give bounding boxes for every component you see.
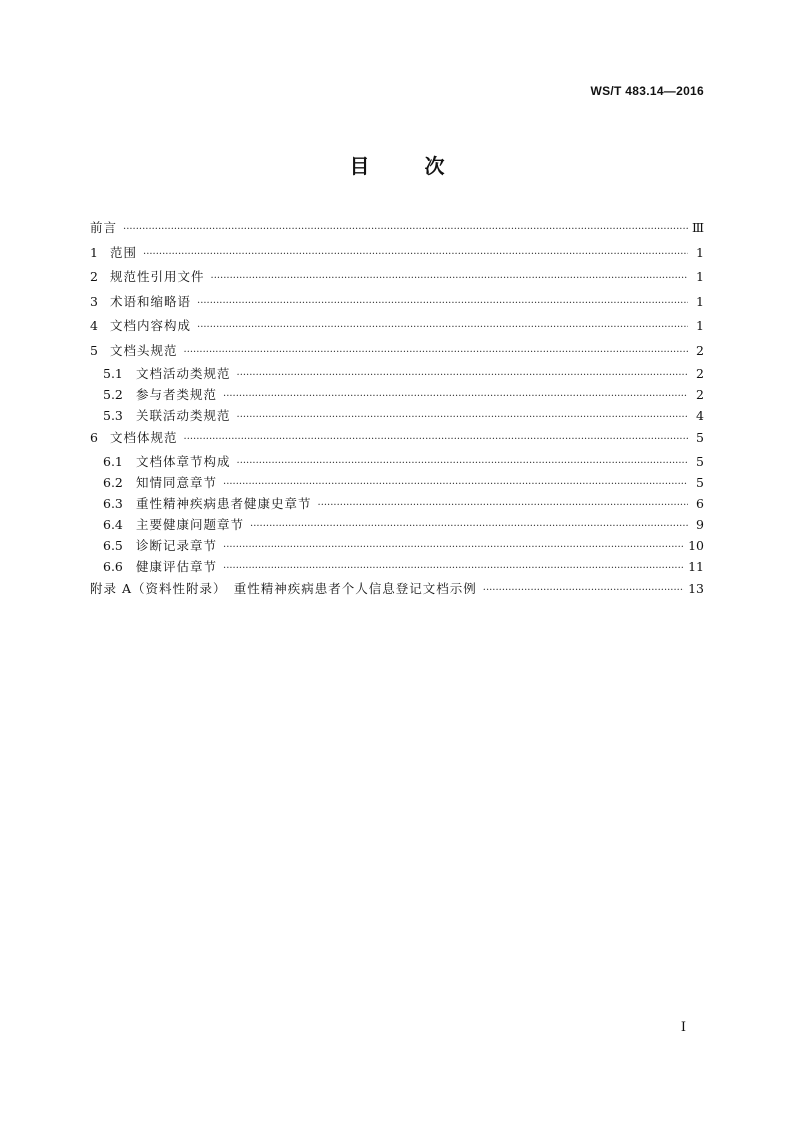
toc-entry-label: 文档体规范 bbox=[110, 430, 178, 445]
toc-entry-page: 9 bbox=[696, 516, 704, 532]
toc-entry-page: 5 bbox=[696, 453, 704, 469]
toc-entry-5-2[interactable] bbox=[90, 384, 704, 405]
toc-entry-6-3[interactable] bbox=[90, 493, 704, 514]
toc-leader bbox=[197, 292, 688, 317]
toc-entry-page: Ⅲ bbox=[691, 220, 704, 235]
toc-entry-page: 2 bbox=[696, 342, 704, 358]
toc-entry-6-4[interactable] bbox=[90, 514, 704, 535]
toc-entry-6[interactable] bbox=[90, 426, 704, 451]
toc-entry-label: 文档活动类规范 bbox=[136, 366, 231, 381]
toc-entry-number: 5 bbox=[90, 342, 98, 358]
toc-entry-label: 附录 A（资料性附录） 重性精神疾病患者个人信息登记文档示例 bbox=[90, 580, 477, 596]
toc-entry-number: 3 bbox=[90, 293, 98, 309]
toc-entry-label: 重性精神疾病患者健康史章节 bbox=[136, 495, 312, 511]
toc-entry-label: 主要健康问题章节 bbox=[136, 516, 245, 532]
toc-title-char: 次 bbox=[424, 154, 445, 178]
toc-entry-label: 文档头规范 bbox=[110, 342, 178, 358]
toc-leader bbox=[143, 243, 688, 268]
toc-entry-page: 2 bbox=[696, 366, 704, 381]
toc-leader bbox=[184, 428, 688, 453]
toc-entry-2[interactable] bbox=[90, 265, 704, 290]
toc-leader bbox=[237, 453, 688, 474]
toc-entry-foreword[interactable] bbox=[90, 216, 704, 241]
page-number: I bbox=[680, 1020, 686, 1035]
toc-entry-6-6[interactable] bbox=[90, 556, 704, 577]
toc-entry-1[interactable] bbox=[90, 241, 704, 266]
toc-entry-number: 5.2 bbox=[103, 387, 123, 402]
toc-entry-label: 术语和缩略语 bbox=[110, 293, 192, 309]
toc-entry-label: 知情同意章节 bbox=[136, 474, 218, 490]
toc-entry-number: 6.4 bbox=[103, 516, 123, 532]
toc-entry-number: 2 bbox=[90, 269, 98, 284]
toc-title-char: 目 bbox=[349, 154, 370, 178]
toc-leader bbox=[223, 537, 684, 558]
toc-entry-4[interactable] bbox=[90, 314, 704, 339]
toc-entry-number: 6.3 bbox=[103, 495, 123, 511]
toc-leader bbox=[197, 316, 688, 341]
toc-entry-6-5[interactable] bbox=[90, 535, 704, 556]
toc-leader bbox=[223, 474, 688, 495]
toc-leader bbox=[123, 218, 688, 243]
toc-entry-label: 范围 bbox=[110, 244, 138, 260]
toc-leader bbox=[318, 495, 688, 516]
toc-leader bbox=[184, 341, 688, 366]
toc-leader bbox=[211, 267, 688, 292]
toc-entry-5-3[interactable] bbox=[90, 405, 704, 426]
toc-entry-page: 1 bbox=[696, 244, 704, 260]
toc-entry-number: 4 bbox=[90, 318, 98, 333]
standard-code: WS/T 483.14—2016 bbox=[590, 84, 704, 98]
toc-entry-number: 6 bbox=[90, 430, 98, 445]
toc-entry-number: 6.5 bbox=[103, 537, 123, 553]
toc-entry-label: 文档体章节构成 bbox=[136, 453, 231, 469]
toc-leader bbox=[237, 407, 688, 428]
toc-entry-number: 5.3 bbox=[103, 408, 123, 423]
toc-entry-page: 1 bbox=[696, 293, 704, 309]
toc-entry-page: 11 bbox=[688, 558, 704, 574]
toc-entry-page: 4 bbox=[696, 408, 704, 423]
toc-entry-number: 6.6 bbox=[103, 558, 123, 574]
toc-entry-page: 6 bbox=[696, 495, 704, 511]
toc-leader bbox=[223, 386, 688, 407]
toc-entry-number: 6.1 bbox=[103, 453, 123, 469]
toc-entry-page: 1 bbox=[696, 318, 704, 333]
toc-entry-annex-a[interactable] bbox=[90, 577, 704, 601]
toc-entry-label: 前言 bbox=[90, 220, 118, 235]
toc-entry-5-1[interactable] bbox=[90, 363, 704, 384]
toc-leader bbox=[250, 516, 688, 537]
toc-entry-6-2[interactable] bbox=[90, 472, 704, 493]
toc-entry-label: 规范性引用文件 bbox=[110, 269, 205, 284]
toc-entry-label: 参与者类规范 bbox=[136, 387, 218, 402]
toc-entry-number: 6.2 bbox=[103, 474, 123, 490]
toc-entry-label: 诊断记录章节 bbox=[136, 537, 218, 553]
toc-entry-number: 1 bbox=[90, 244, 98, 260]
toc-entry-label: 文档内容构成 bbox=[110, 318, 192, 333]
toc-entry-page: 1 bbox=[696, 269, 704, 284]
toc-entry-page: 5 bbox=[696, 430, 704, 445]
toc-entry-number: 5.1 bbox=[103, 366, 123, 381]
toc-entry-label: 关联活动类规范 bbox=[136, 408, 231, 423]
toc-entry-page: 2 bbox=[696, 387, 704, 402]
toc-leader bbox=[483, 579, 684, 603]
toc-entry-5[interactable] bbox=[90, 339, 704, 364]
toc-entry-3[interactable] bbox=[90, 290, 704, 315]
toc-leader bbox=[223, 558, 684, 579]
toc-entry-6-1[interactable] bbox=[90, 451, 704, 472]
toc-entry-page: 10 bbox=[688, 537, 704, 553]
toc-leader bbox=[237, 365, 688, 386]
toc-title bbox=[0, 150, 794, 179]
toc-entry-page: 5 bbox=[696, 474, 704, 490]
toc-entry-page: 13 bbox=[688, 580, 704, 596]
toc-entry-label: 健康评估章节 bbox=[136, 558, 218, 574]
toc-list bbox=[90, 216, 704, 601]
